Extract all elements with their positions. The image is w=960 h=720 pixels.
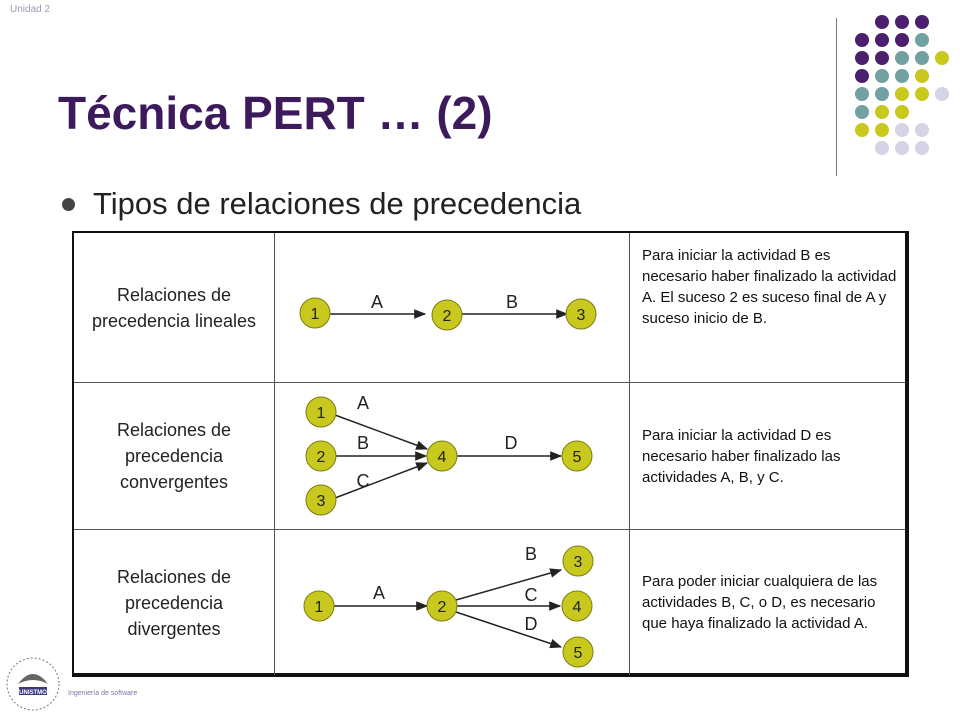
bullet-item [62,186,581,222]
node-3 [566,299,596,329]
row-label-cell [74,383,274,529]
decorative-dot [915,87,929,101]
description-cell [630,383,907,529]
decorative-dot [855,87,869,101]
node-3-label: 3 [576,307,586,324]
decorative-dot [915,33,929,47]
precedence-table [72,231,909,677]
decorative-dot [875,105,889,119]
decorative-dot [915,141,929,155]
row-label: Relaciones de precedencia lineales [91,284,257,331]
node-3 [306,485,336,515]
arrow-c [335,463,427,498]
diagram-cell [274,530,630,675]
node-2 [306,441,336,471]
decorative-dot [895,105,909,119]
decorative-dot [875,33,889,47]
activity-d-label: D [504,433,518,453]
decorative-dot [895,87,909,101]
node-1-label: 1 [316,405,326,422]
table-row-lineales [74,233,905,382]
node-1-label: 1 [310,306,320,323]
arrow-d [456,612,561,647]
node-3 [563,546,593,576]
diagram-cell [274,383,630,529]
node-2-label: 2 [316,449,326,466]
linear-diagram [275,233,631,382]
decorative-dot [855,51,869,65]
decorative-dot [855,123,869,137]
decorative-dot [915,51,929,65]
convergent-diagram [275,383,631,529]
table-row-divergentes [74,529,905,675]
decorative-dot [875,51,889,65]
logo-text: UNISTMO [19,690,47,696]
decorative-dot [855,105,869,119]
unit-label: Unidad 2 [10,4,51,15]
decorative-dot [915,15,929,29]
decorative-dot [875,69,889,83]
node-2-label: 2 [437,599,447,616]
node-2-label: 2 [442,308,452,325]
node-3-label: 3 [316,493,326,510]
decorative-dot [895,123,909,137]
activity-a-label: A [372,583,386,603]
node-4 [562,591,592,621]
decorative-dot [895,141,909,155]
row-label-cell [74,233,274,382]
activity-a-label: A [356,393,370,413]
activity-a-label: A [370,292,384,312]
row-description: Para iniciar la actividad B es necesario haber finalizado la actividad A. El suceso 2 es suceso final de A y suceso inicio de B. [642,247,897,327]
bullet-icon [62,198,75,211]
bullet-text: Tipos de relaciones de precedencia [93,186,582,221]
unistmo-logo [4,654,62,716]
decorative-dot [935,51,949,65]
decorative-dot [875,87,889,101]
description-cell [630,530,907,675]
decorative-dot [915,123,929,137]
decorative-dot [895,33,909,47]
decorative-dot [875,141,889,155]
decorative-dot [915,69,929,83]
node-4-label: 4 [572,599,582,616]
node-2 [427,591,457,621]
activity-c-label: C [524,585,538,605]
course-label: Ingeniería de software [68,690,138,697]
arrow-a [335,415,427,449]
node-2 [432,300,462,330]
decorative-dot [895,69,909,83]
node-4 [427,441,457,471]
decorative-dot [895,15,909,29]
node-1-label: 1 [314,599,324,616]
row-description: Para iniciar la actividad D es necesario haber finalizado las actividades A, B, y C. [642,426,841,486]
decorative-dot [935,87,949,101]
arrow-b [456,570,561,600]
row-label-cell [74,530,274,675]
node-5-label: 5 [573,645,583,662]
activity-b-label: B [356,433,370,453]
node-5 [562,441,592,471]
activity-b-label: B [505,292,519,312]
divergent-diagram [275,530,631,675]
diagram-cell [274,233,630,382]
activity-b-label: B [524,544,538,564]
description-cell [630,233,907,382]
row-label: Relaciones de precedencia divergentes [116,566,232,639]
node-1 [300,298,330,328]
decorative-dot [895,51,909,65]
row-description: Para poder iniciar cualquiera de las actividades B, C, o D, es necesario que haya finalizado la actividad A. [642,573,878,632]
activity-d-label: D [524,614,538,634]
node-1 [304,591,334,621]
table-row-convergentes [74,382,905,529]
decorative-dot [855,33,869,47]
decorative-dot [855,69,869,83]
row-label: Relaciones de precedencia convergentes [116,420,232,492]
decorative-dot [875,123,889,137]
node-1 [306,397,336,427]
decorative-dot [875,15,889,29]
node-4-label: 4 [437,449,447,466]
decorative-divider [836,18,837,176]
node-3-label: 3 [573,554,583,571]
node-5 [563,637,593,667]
node-5-label: 5 [572,449,582,466]
activity-c-label: C [356,471,370,491]
slide-title: Técnica PERT … (2) [58,87,493,139]
